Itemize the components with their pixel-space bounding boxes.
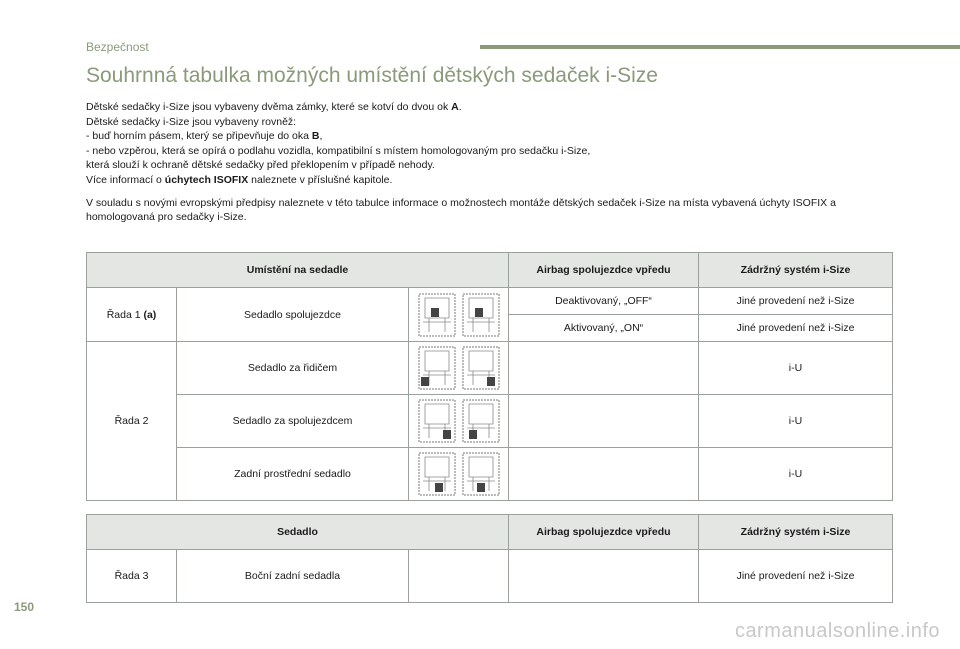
seat-rear-middle: Zadní prostřední sedadlo (177, 448, 409, 501)
row-label-rada-3: Řada 3 (87, 550, 177, 603)
system-on: Jiné provedení než i-Size (699, 315, 893, 342)
intro-paragraph-2: V souladu s novými evropskými předpisy naleznete v této tabulce informace o možnostech montáže dětských sedaček i-Size na místa vybavená úchyty ISOFIX a homologovaná pro sedačky i-Size. (86, 196, 836, 224)
seat-diagram-icon (417, 398, 501, 444)
airbag-off: Deaktivovaný, „OFF“ (509, 288, 699, 315)
airbag-empty (509, 342, 699, 395)
seat-diagram-empty (409, 550, 509, 603)
airbag-empty (509, 550, 699, 603)
intro-line-6: Více informací o úchytech ISOFIX naleznete v příslušné kapitole. (86, 173, 393, 186)
seat-passenger: Sedadlo spolujezdce (177, 288, 409, 342)
intro-line-1: Dětské sedačky i-Size jsou vybaveny dvěma zámky, které se kotví do dvou ok A. (86, 101, 462, 113)
system-behind-passenger: i-U (699, 395, 893, 448)
isize-table-rows-1-2 (86, 252, 893, 501)
seat-diagram-icon (417, 292, 501, 338)
seat-behind-driver: Sedadlo za řidičem (177, 342, 409, 395)
header-airbag: Airbag spolujezdce vpředu (509, 515, 699, 550)
header-position: Umístění na sedadle (87, 253, 509, 288)
system-rear-middle: i-U (699, 448, 893, 501)
seat-diagram-icon (417, 451, 501, 497)
header-seat: Sedadlo (87, 515, 509, 550)
airbag-empty (509, 395, 699, 448)
seat-diagram-rear-middle (409, 448, 509, 501)
intro-line-2: Dětské sedačky i-Size jsou vybaveny rovněž: (86, 115, 297, 128)
system-off: Jiné provedení než i-Size (699, 288, 893, 315)
intro-text (86, 100, 906, 225)
section-label: Bezpečnost (86, 40, 149, 54)
seat-behind-passenger: Sedadlo za spolujezdcem (177, 395, 409, 448)
airbag-on: Aktivovaný, „ON“ (509, 315, 699, 342)
header-accent-bar (480, 45, 960, 49)
seat-diagram-passenger (409, 288, 509, 342)
intro-line-5: která slouží k ochraně dětské sedačky před překlopením v případě nehody. (86, 159, 435, 172)
row-label-rada-2: Řada 2 (87, 342, 177, 501)
intro-line-3: - buď horním pásem, který se připevňuje do oka B, (86, 130, 323, 143)
seat-diagram-behind-passenger (409, 395, 509, 448)
header-system: Zádržný systém i-Size (699, 253, 893, 288)
system-behind-driver: i-U (699, 342, 893, 395)
seat-rear-side: Boční zadní sedadla (177, 550, 409, 603)
page-number: 150 (14, 600, 35, 614)
header-system: Zádržný systém i-Size (699, 515, 893, 550)
airbag-empty (509, 448, 699, 501)
intro-line-4: - nebo vzpěrou, která se opírá o podlahu vozidla, kompatibilní s místem homologovaným pro sedačku i-Size, (86, 144, 591, 157)
system-rear-side: Jiné provedení než i-Size (699, 550, 893, 603)
isize-table-row-3 (86, 514, 893, 603)
seat-diagram-behind-driver (409, 342, 509, 395)
header-airbag: Airbag spolujezdce vpředu (509, 253, 699, 288)
watermark: carmanualsonline.info (734, 620, 940, 642)
row-label-rada-1: Řada 1 (a) (87, 288, 177, 342)
page-title: Souhrnná tabulka možných umístění dětských sedaček i-Size (86, 64, 658, 87)
seat-diagram-icon (417, 345, 501, 391)
